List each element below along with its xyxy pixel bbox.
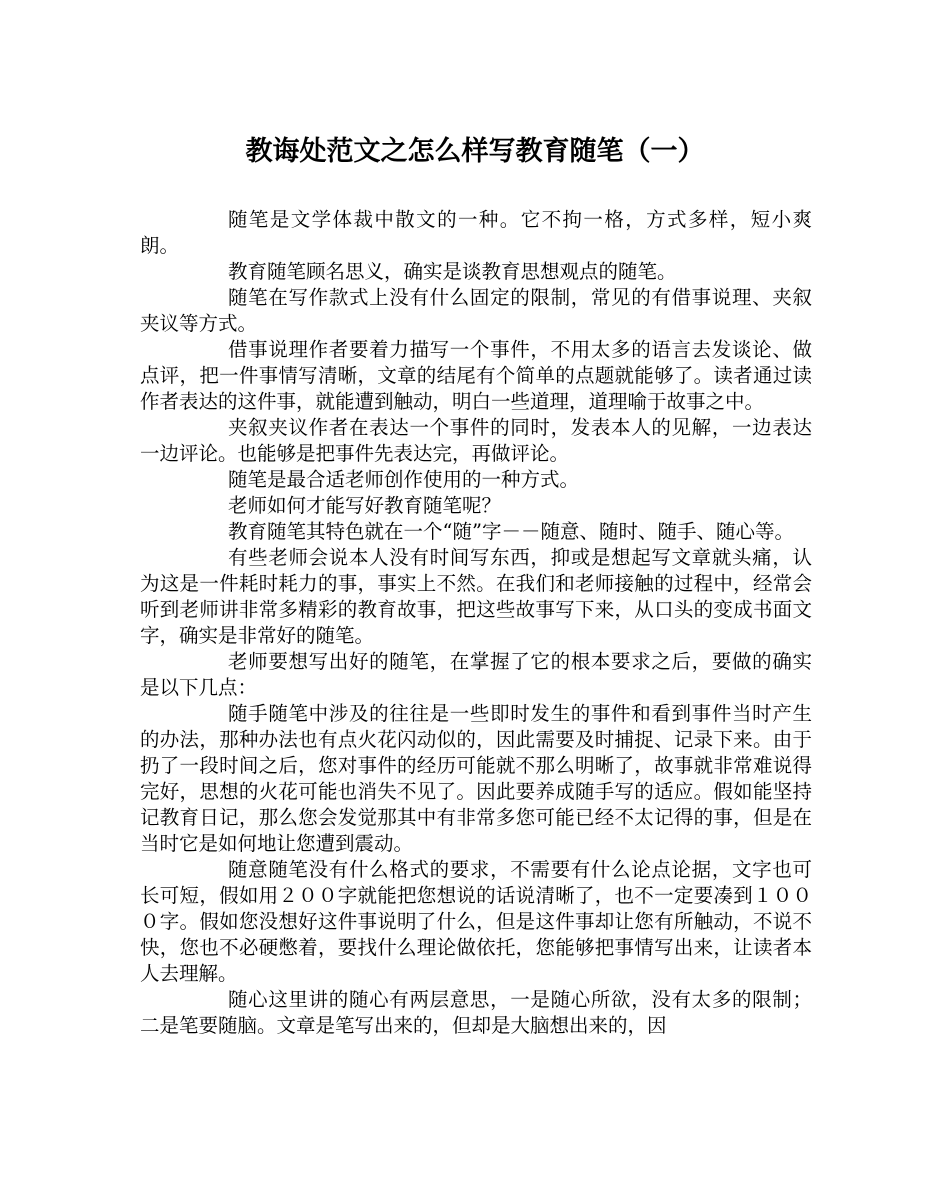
paragraph: 老师如何才能写好教育随笔呢？ xyxy=(228,494,502,517)
paragraph: 借事说理作者要着力描写一个事件，不用太多的语言去发谈论、做点评，把一件事情写清晰，文章的结尾有个简单的点题就能够了。读者通过读作者表达的这件事，就能遭到触动，明白一些道理，道理喻于故事之中。 xyxy=(140,338,812,413)
paragraph: 随心这里讲的随心有两层意思，一是随心所欲，没有太多的限制；二是笔要随脑。文章是笔写出来的，但却是大脑想出来的，因 xyxy=(140,988,812,1037)
paragraph: 有些老师会说本人没有时间写东西，抑或是想起写文章就头痛，认为这是一件耗时耗力的事，事实上不然。在我们和老师接触的过程中，经常会听到老师讲非常多精彩的教育故事，把这些故事写下来，从口头的变成书面文字，确实是非常好的随笔。 xyxy=(140,546,812,647)
paragraph: 随手随笔中涉及的往往是一些即时发生的事件和看到事件当时产生的办法，那种办法也有点火花闪动似的，因此需要及时捕捉、记录下来。由于扔了一段时间之后，您对事件的经历可能就不那么明晰了，故事就非常难说得完好，思想的火花可能也消失不见了。因此要养成随手写的适应。假如能坚持记教育日记，那么您会发觉那其中有非常多您可能已经不太记得的事，但是在当时它是如何地让您遭到震动。 xyxy=(140,702,812,855)
document-body xyxy=(140,207,812,1039)
paragraph: 老师要想写出好的随笔，在掌握了它的根本要求之后，要做的确实是以下几点： xyxy=(140,650,812,699)
paragraph: 教育随笔顾名思义，确实是谈教育思想观点的随笔。 xyxy=(228,260,677,283)
paragraph: 教育随笔其特色就在一个“随”字－－随意、随时、随手、随心等。 xyxy=(228,520,794,543)
paragraph: 随笔是文学体裁中散文的一种。它不拘一格，方式多样，短小爽朗。 xyxy=(140,208,812,257)
paragraph: 随笔是最合适老师创作使用的一种方式。 xyxy=(228,468,580,491)
paragraph: 随意随笔没有什么格式的要求，不需要有什么论点论据，文字也可长可短，假如用２００字就能把您想说的话说清晰了，也不一定要凑到１０００字。假如您没想好这件事说明了什么，但是这件事却让您有所触动，不说不快，您也不必硬憋着，要找什么理论做依托，您能够把事情写出来，让读者本人去理解。 xyxy=(140,858,812,985)
document-title: 教诲处范文之怎么样写教育随笔（一） xyxy=(245,136,705,167)
paragraph: 随笔在写作款式上没有什么固定的限制，常见的有借事说理、夹叙夹议等方式。 xyxy=(140,286,812,335)
paragraph: 夹叙夹议作者在表达一个事件的同时，发表本人的见解，一边表达一边评论。也能够是把事件先表达完，再做评论。 xyxy=(140,416,812,465)
